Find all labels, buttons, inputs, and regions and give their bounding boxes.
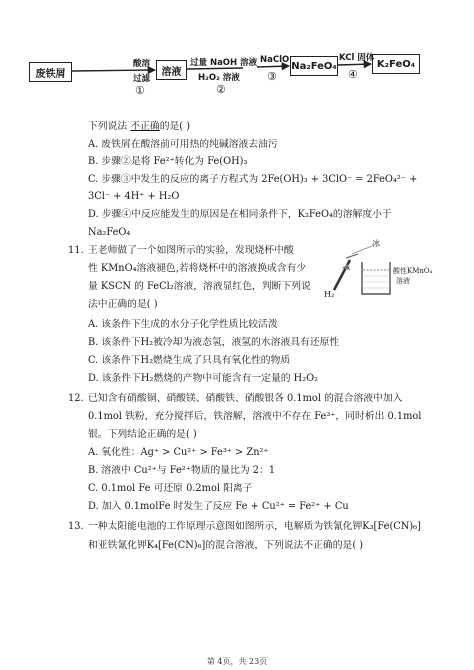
q12-number: 12.: [68, 393, 84, 404]
q12-line1: 已知含有硝酸铜、硝酸镁、硝酸铁、硝酸银各 0.1mol 的混合溶液中加入: [88, 393, 403, 404]
q12-option-d: D. 加入 0.1molFe 时发生了反应 Fe + Cu²⁺ = Fe²⁺ + Cu: [88, 501, 349, 512]
flow-step2-top: 过量 NaOH 溶液: [190, 58, 258, 68]
flow-arrow-3: [257, 66, 289, 67]
fig-label-solution-2: 溶液: [396, 277, 410, 285]
q11-option-d: D. 该条件下H₂燃烧的产物中可能含有一定量的 H₂O₂: [88, 373, 319, 384]
q10-option-b: B. 步骤②是将 Fe²⁺转化为 Fe(OH)₃: [88, 156, 248, 167]
q11-line4: 法中正确的是( ): [88, 299, 158, 310]
q10-stem-negation: 不正确: [130, 121, 160, 132]
q10-option-c-line2: 3Cl⁻ + 4H⁺ + H₂O: [88, 191, 180, 202]
flow-arrow-2: [187, 68, 243, 69]
fig-label-solution-1: 酸性KMnO₄: [393, 267, 433, 275]
flow-step2-num: ②: [216, 83, 226, 96]
q11-option-b: B. 该条件下H₂被冷却为液态氢，液氢的水溶液具有还原性: [88, 337, 340, 348]
q12-option-a: A. 氧化性：Ag⁺ > Cu²⁺ > Fe³⁺ > Zn²⁺: [88, 447, 269, 458]
page-footer: 第 4页，共 23页: [206, 657, 268, 666]
q10-option-c-line1: C. 步骤③中发生的反应的离子方程式为 2Fe(OH)₃ + 3ClO⁻ = 2FeO₄²⁻ +: [88, 174, 418, 185]
q12-option-c: C. 0.1mol Fe 可还原 0.2mol 阳离子: [88, 483, 253, 494]
flow-node-start: 废铁屑: [29, 62, 72, 82]
q11-option-a: A. 该条件下生成的水分子化学性质比较活泼: [88, 319, 278, 330]
flow-step2-bottom: H₂O₂ 溶液: [198, 73, 240, 83]
flow-step4-top: KCl 固体: [339, 53, 375, 63]
q12-line3: 银。下列结论正确的是( ): [88, 429, 197, 440]
q11-line3: 量 KSCN 的 FeCl₂溶液，溶液显红色，判断下列说: [88, 281, 311, 292]
q10-option-d-line2: Na₂FeO₄: [88, 227, 131, 238]
flow-step4-num: ④: [348, 68, 358, 81]
flow-arrow-1: [72, 70, 155, 71]
q13-line1: 一种太阳能电池的工作原理示意图如图所示，电解质为铁氰化钾K₃[Fe(CN)₆]: [88, 521, 421, 532]
flow-step1-top: 酸溶: [133, 59, 151, 69]
fig-label-h2: H₂: [324, 290, 335, 299]
q12-option-b: B. 溶液中 Cu²⁺与 Fe²⁺物质的量比为 2：1: [88, 465, 276, 476]
flow-node-k2feo4: K₂FeO₄: [372, 54, 420, 74]
q11-apparatus-figure: [320, 239, 433, 300]
q10-stem-prefix: 下列说法: [88, 121, 128, 132]
q12-line2: 0.1mol 铁粉，充分搅拌后，铁溶解，溶液中不存在 Fe³⁺，同时析出 0.1mol: [88, 411, 422, 422]
q10-option-a: A. 废铁屑在酸溶前可用热的纯碱溶液去油污: [88, 139, 278, 150]
q10-stem-suffix: 的是( ): [159, 121, 191, 132]
flow-step1-bottom: 过滤: [133, 74, 151, 84]
q13-line2: 和亚铁氰化钾K₄[Fe(CN)₆]的混合溶液，下列说法不正确的是( ): [88, 540, 364, 551]
flow-arrow-4: [338, 64, 371, 65]
fig-label-ice: 冰: [372, 239, 380, 248]
q11-line2: 性 KMnO₄溶液褪色,若将烧杯中的溶液换成含有少: [88, 263, 307, 274]
flow-step3-top: NaClO: [260, 55, 290, 65]
q11-line1: 王老师做了一个如图所示的实验，发现烧杯中酸: [88, 245, 294, 256]
q13-number: 13.: [68, 521, 84, 532]
q10-option-d-line1: D. 步骤④中反应能发生的原因是在相同条件下，K₂FeO₄的溶解度小于: [88, 209, 392, 220]
q11-option-c: C. 该条件下H₂燃烧生成了只具有氧化性的物质: [88, 355, 291, 366]
q11-number: 11.: [68, 245, 84, 256]
flow-step3-num: ③: [267, 70, 277, 83]
flow-node-solution: 溶液: [156, 60, 187, 80]
flow-arrows: [0, 0, 474, 100]
q10-stem: [88, 120, 190, 134]
flow-node-na2feo4: Na₂FeO₄: [290, 56, 338, 76]
flow-step1-num: ①: [135, 84, 145, 97]
